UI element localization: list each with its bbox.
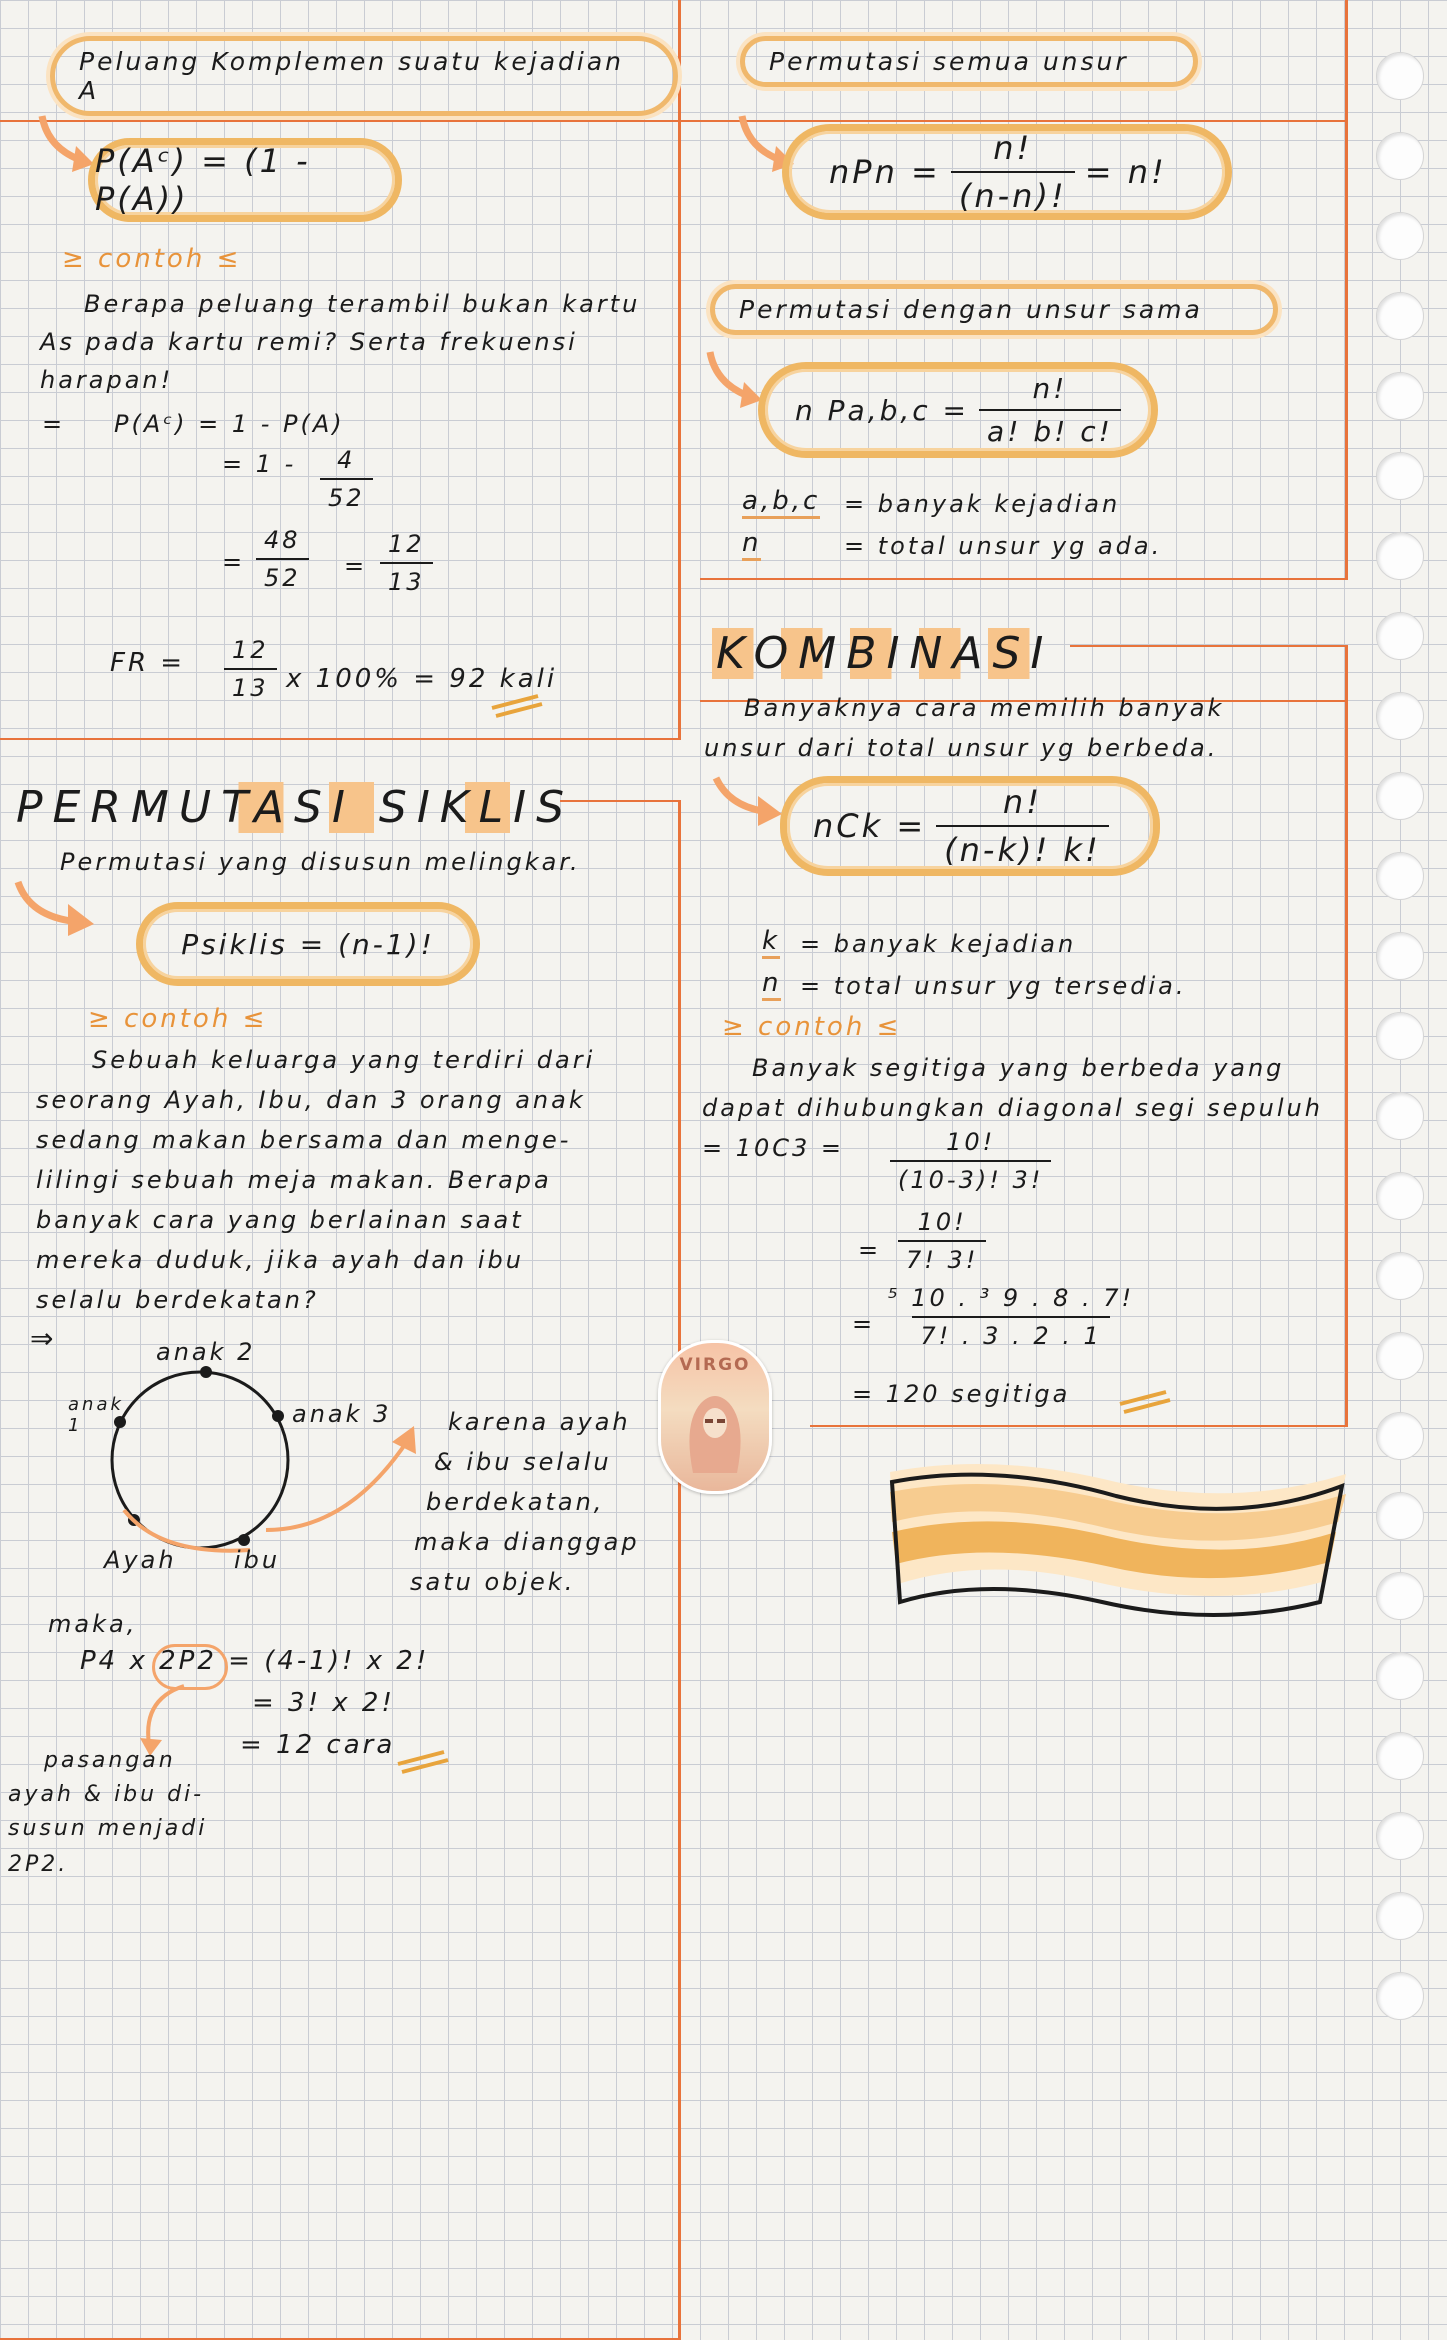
frac-num: n!	[1032, 372, 1068, 405]
kombinasi-frame-right	[1345, 645, 1348, 1425]
komplemen-title	[50, 36, 678, 116]
siklis-title	[12, 782, 578, 833]
virgo-sticker	[658, 1340, 772, 1494]
kombinasi-frame-top	[1070, 645, 1348, 647]
siklis-side-4: 2P2.	[8, 1852, 69, 1877]
kombinasi-step1-lhs: = 10C3 =	[702, 1134, 845, 1162]
label-ibu: ibu	[234, 1546, 281, 1574]
frac-den: 13	[224, 668, 277, 702]
permutasi-sama-note2-val: = total unsur yg ada.	[844, 532, 1163, 560]
formula-lhs: nCk =	[813, 807, 927, 845]
siklis-calc-1: P4 x 2P2 = (4-1)! x 2!	[80, 1646, 430, 1676]
fr-rhs: x 100% = 92 kali	[286, 664, 558, 694]
komplemen-title-text: Peluang Komplemen suatu kejadian A	[79, 47, 624, 105]
note-key: n	[762, 968, 781, 1001]
divider-permutasi-right-v	[1345, 0, 1348, 580]
komplemen-question-3: harapan!	[40, 366, 174, 394]
kombinasi-step2-frac	[888, 1208, 996, 1274]
note-key: a,b,c	[742, 486, 820, 519]
face-icon	[683, 1383, 747, 1473]
kombinasi-step3-eq: =	[852, 1310, 876, 1338]
kombinasi-step3-frac	[870, 1284, 1152, 1350]
siklis-note-1: karena ayah	[448, 1408, 631, 1436]
frac-den: 13	[380, 562, 433, 596]
frac-den: (10-3)! 3!	[890, 1160, 1051, 1194]
double-underline-mark	[488, 690, 548, 720]
siklis-formula	[136, 902, 480, 986]
siklis-note-3: berdekatan,	[426, 1488, 605, 1516]
curved-arrow-icon	[258, 1420, 428, 1540]
formula-rhs: = n!	[1084, 153, 1167, 191]
siklis-title-text: PERMUTASI SIKLIS	[12, 782, 578, 833]
frac-num: n!	[1002, 783, 1043, 821]
double-underline-mark	[394, 1746, 454, 1776]
decorative-banner	[876, 1452, 1356, 1632]
siklis-question-3: sedang makan bersama dan menge-	[36, 1126, 572, 1154]
kombinasi-title	[712, 628, 1057, 679]
komplemen-question-2: As pada kartu remi? Serta frekuensi	[40, 328, 578, 356]
formula-lhs: n Pa,b,c =	[795, 393, 970, 427]
arrow-icon	[710, 772, 790, 832]
komplemen-step1-eq: =	[42, 410, 66, 438]
permutasi-semua-formula	[782, 124, 1232, 220]
frac-den: a! b! c!	[979, 409, 1121, 448]
siklis-note-5: satu objek.	[410, 1568, 576, 1596]
frac-den: 7! 3!	[898, 1240, 986, 1274]
komplemen-step2-lhs: = 1 -	[222, 450, 297, 478]
permutasi-sama-note1-val: = banyak kejadian	[844, 490, 1121, 518]
frac-num: 10!	[946, 1128, 996, 1156]
divider-vertical-left	[678, 0, 681, 740]
fr-frac	[214, 636, 287, 702]
kombinasi-step2-eq: =	[858, 1236, 882, 1264]
divider-permutasi-bottom	[700, 578, 1348, 580]
kombinasi-formula	[780, 776, 1160, 876]
siklis-calc-3: = 12 cara	[240, 1730, 396, 1760]
siklis-question-2: seorang Ayah, Ibu, dan 3 orang anak	[36, 1086, 586, 1114]
kombinasi-contoh: ≥ contoh ≤	[722, 1012, 902, 1042]
frac-num: n!	[993, 129, 1033, 167]
kombinasi-n-val: = total unsur yg tersedia.	[800, 972, 1187, 1000]
kombinasi-question-2: dapat dihubungkan diagonal segi sepuluh	[702, 1094, 1323, 1122]
siklis-calc-2: = 3! x 2!	[252, 1688, 395, 1718]
kombinasi-step4: = 120 segitiga	[852, 1380, 1071, 1408]
komplemen-step3-frac2	[370, 530, 443, 596]
permutasi-sama-note1-key	[742, 486, 820, 516]
sticker-label: VIRGO	[679, 1355, 751, 1375]
permutasi-semua-title	[740, 36, 1198, 87]
label-anak-2: anak 2	[156, 1338, 256, 1366]
siklis-question-1: Sebuah keluarga yang terdiri dari	[92, 1046, 596, 1074]
divider-top	[0, 120, 1345, 122]
permutasi-sama-formula	[758, 362, 1158, 458]
permutasi-sama-title-text: Permutasi dengan unsur sama	[739, 295, 1203, 324]
frac-num: 12	[388, 530, 425, 558]
frac-den: 7! . 3 . 2 . 1	[912, 1316, 1109, 1350]
label-anak-3: anak 3	[292, 1400, 392, 1428]
komplemen-question-1: Berapa peluang terambil bukan kartu	[84, 290, 641, 318]
kombinasi-k-key	[762, 926, 780, 956]
arrow-icon	[10, 874, 100, 944]
note-key: n	[742, 528, 761, 561]
frac-num: ⁵ 10 . ³ 9 . 8 . 7!	[888, 1284, 1135, 1312]
frac-den: (n-n)!	[951, 171, 1075, 215]
siklis-side-1: pasangan	[44, 1748, 176, 1773]
komplemen-step3-eq: =	[222, 548, 246, 576]
siklis-desc: Permutasi yang disusun melingkar.	[60, 848, 581, 876]
frac-den: 52	[256, 558, 309, 592]
siklis-note-2: & ibu selalu	[434, 1448, 612, 1476]
kombinasi-question-1: Banyak segitiga yang berbeda yang	[752, 1054, 1285, 1082]
permutasi-sama-note2-key	[742, 528, 761, 558]
double-underline-mark	[1116, 1386, 1176, 1416]
komplemen-step3-eq2: =	[344, 552, 368, 580]
fr-lhs: FR =	[110, 648, 186, 678]
siklis-frame-right	[678, 800, 681, 2340]
siklis-question-4: lilingi sebuah meja makan. Berapa	[36, 1166, 552, 1194]
siklis-side-2: ayah & ibu di-	[8, 1782, 205, 1807]
komplemen-formula-text: P(Aᶜ) = (1 - P(A))	[95, 142, 311, 218]
formula-lhs: nPn =	[829, 153, 941, 191]
frac-den: 52	[320, 478, 373, 512]
komplemen-step3-frac	[246, 526, 319, 592]
frac-num: 12	[232, 636, 269, 664]
komplemen-formula	[88, 138, 402, 222]
frac-num: 48	[264, 526, 301, 554]
implies-arrow: ⇒	[30, 1322, 57, 1355]
siklis-side-3: susun menjadi	[8, 1816, 208, 1841]
permutasi-sama-title	[710, 284, 1278, 335]
kombinasi-k-val: = banyak kejadian	[800, 930, 1077, 958]
frac-den: (n-k)! k!	[936, 825, 1109, 869]
kombinasi-step1-frac	[880, 1128, 1061, 1194]
label-ayah: Ayah	[104, 1546, 177, 1574]
kombinasi-desc-1: Banyaknya cara memilih banyak	[744, 694, 1225, 722]
siklis-question-5: banyak cara yang berlainan saat	[36, 1206, 524, 1234]
siklis-question-7: selalu berdekatan?	[36, 1286, 319, 1314]
siklis-maka: maka,	[48, 1610, 138, 1638]
siklis-contoh: ≥ contoh ≤	[88, 1004, 268, 1034]
siklis-formula-text: Psiklis = (n-1)!	[181, 927, 435, 961]
kombinasi-desc-2: unsur dari total unsur yg berbeda.	[704, 734, 1219, 762]
note-key: k	[762, 926, 780, 959]
komplemen-contoh: ≥ contoh ≤	[62, 244, 242, 274]
kombinasi-n-key	[762, 968, 781, 998]
siklis-question-6: mereka duduk, jika ayah dan ibu	[36, 1246, 524, 1274]
kombinasi-title-text: KOMBINASI	[712, 628, 1057, 679]
siklis-note-4: maka dianggap	[414, 1528, 640, 1556]
komplemen-step1: P(Aᶜ) = 1 - P(A)	[114, 410, 345, 438]
permutasi-semua-title-text: Permutasi semua unsur	[769, 47, 1129, 76]
divider-horizontal-left	[0, 738, 680, 740]
kombinasi-frame-bottom	[810, 1425, 1348, 1427]
label-anak-1: anak 1	[68, 1394, 124, 1436]
komplemen-step2-frac	[310, 446, 383, 512]
frac-num: 10!	[917, 1208, 967, 1236]
frac-num: 4	[337, 446, 356, 474]
